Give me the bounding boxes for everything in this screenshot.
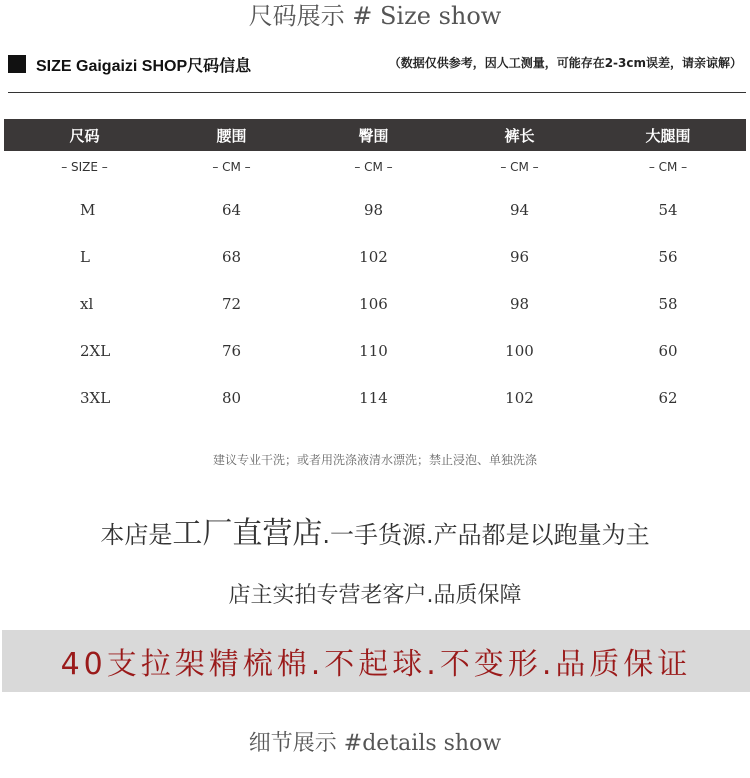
quality-banner <box>2 630 750 692</box>
unit-cell: – CM – <box>212 160 251 174</box>
size-cell: 2XL <box>80 342 111 360</box>
thigh-cell: 56 <box>658 248 678 266</box>
header-length: 裤长 <box>504 126 535 145</box>
waist-cell: 76 <box>221 342 242 360</box>
unit-cell: – CM – <box>354 160 393 174</box>
hip-cell: 114 <box>359 389 388 407</box>
size-table-header <box>4 119 746 151</box>
size-show-title: 尺码展示 # Size show <box>248 2 502 30</box>
factory-emphasis: 工厂直营店 <box>172 516 323 551</box>
care-instructions: 建议专业干洗；或者用洗涤液清水漂洗；禁止浸泡、单独洗涤 <box>212 453 537 467</box>
factory-prefix: 本店是 <box>100 521 173 549</box>
waist-cell: 80 <box>221 389 242 407</box>
length-cell: 96 <box>509 248 530 266</box>
hip-cell: 102 <box>359 248 388 266</box>
hip-cell: 106 <box>359 295 388 313</box>
shop-header <box>8 52 251 76</box>
shop-title: SIZE Gaigaizi SHOP尺码信息 <box>36 57 252 75</box>
hip-cell: 110 <box>359 342 388 360</box>
waist-cell: 72 <box>221 295 242 313</box>
size-cell: xl <box>80 295 94 313</box>
length-cell: 100 <box>505 342 534 360</box>
size-cell: M <box>80 201 96 219</box>
details-show-title: 细节展示 #details show <box>248 731 502 756</box>
table-row <box>4 328 746 374</box>
table-row <box>4 187 746 233</box>
header-waist: 腰围 <box>216 126 247 145</box>
size-cell: 3XL <box>80 389 111 407</box>
header-hip: 臀围 <box>358 126 389 145</box>
thigh-cell: 60 <box>658 342 678 360</box>
divider <box>8 92 746 93</box>
waist-cell: 68 <box>221 248 242 266</box>
header-thigh: 大腿围 <box>645 126 691 145</box>
hip-cell: 98 <box>363 201 384 219</box>
size-cell: L <box>80 248 90 266</box>
length-cell: 94 <box>509 201 530 219</box>
table-row <box>4 375 746 421</box>
measurement-disclaimer: （数据仅供参考，因人工测量，可能存在2-3cm误差，请亲谅解） <box>388 56 742 70</box>
factory-suffix: .一手货源.产品都是以跑量为主 <box>322 521 650 549</box>
thigh-cell: 58 <box>658 295 678 313</box>
length-cell: 98 <box>509 295 530 313</box>
thigh-cell: 54 <box>658 201 678 219</box>
table-row <box>4 281 746 327</box>
black-square-icon <box>8 55 26 73</box>
units-row <box>4 160 746 174</box>
factory-statement <box>0 508 750 552</box>
unit-cell: – SIZE – <box>61 160 108 174</box>
owner-statement: 店主实拍专营老客户.品质保障 <box>228 583 522 608</box>
table-row <box>4 234 746 280</box>
header-size: 尺码 <box>69 126 100 145</box>
unit-cell: – CM – <box>648 160 688 174</box>
thigh-cell: 62 <box>658 389 678 407</box>
quality-banner-text: 40支拉架精梳棉.不起球.不变形.品质保证 <box>60 647 692 682</box>
waist-cell: 64 <box>221 201 242 219</box>
unit-cell: – CM – <box>500 160 539 174</box>
length-cell: 102 <box>505 389 534 407</box>
